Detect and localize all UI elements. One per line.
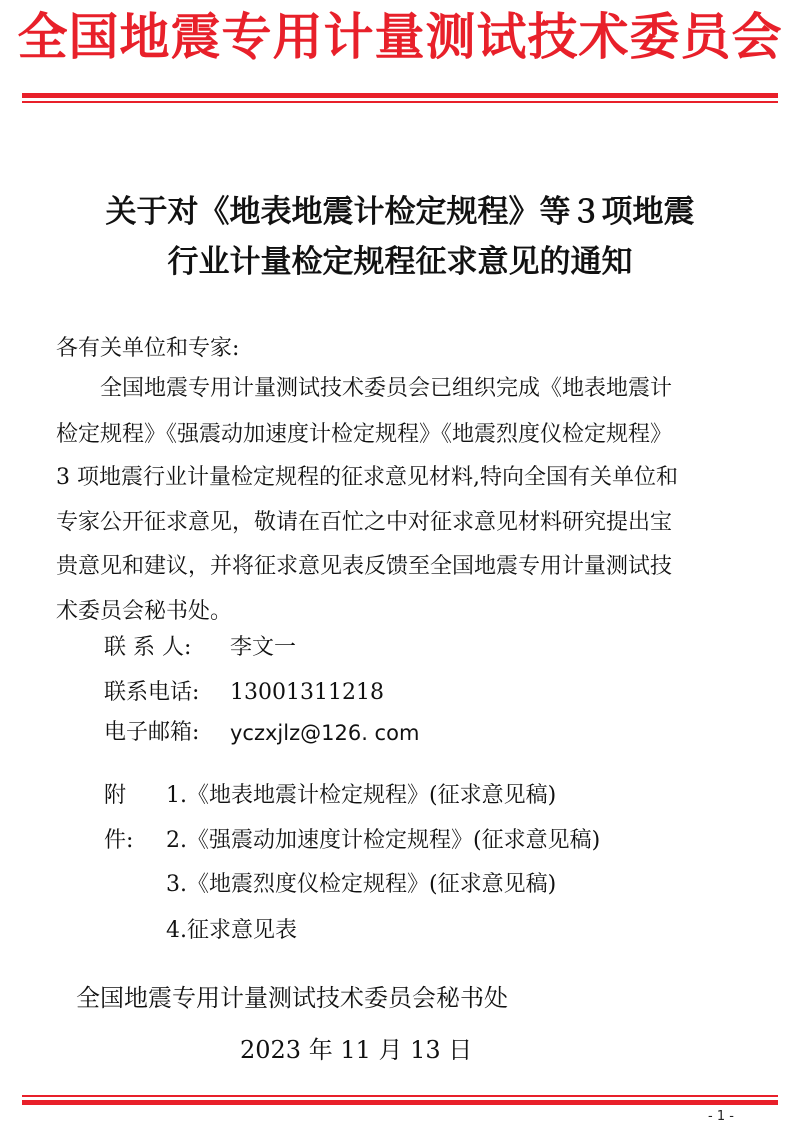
attachment-item: 3.《地震烈度仪检定规程》(征求意见稿) <box>166 872 557 897</box>
signature-org: 全国地震专用计量测试技术委员会秘书处 <box>76 984 508 1012</box>
body-line: 术委员会秘书处。 <box>56 599 233 624</box>
header-rule-thick <box>22 93 778 98</box>
salutation: 各有关单位和专家: <box>56 336 240 361</box>
contact-phone-value: 13001311218 <box>230 680 384 705</box>
body-line: 专家公开征求意见，敬请在百忙之中对征求意见材料研究提出宝 <box>56 510 673 535</box>
contact-person-value: 李文一 <box>230 635 297 660</box>
header-org-title: 全国地震专用计量测试技术委员会 <box>17 8 783 66</box>
contact-person-label: 联 系 人: <box>104 635 192 660</box>
body-line: 贵意见和建议，并将征求意见表反馈至全国地震专用计量测试技 <box>56 554 673 579</box>
header-rule-thin <box>22 101 778 103</box>
page-number: - 1 - <box>708 1109 734 1124</box>
attachment-label-bottom: 件: <box>104 828 134 853</box>
footer-rule-thin <box>22 1095 778 1097</box>
attachment-label-top: 附 <box>104 783 127 808</box>
attachment-item: 1.《地表地震计检定规程》(征求意见稿) <box>166 783 557 808</box>
attachment-item: 2.《强震动加速度计检定规程》(征求意见稿) <box>166 828 601 853</box>
attachment-item: 4.征求意见表 <box>166 918 297 943</box>
contact-phone-label: 联系电话: <box>104 680 200 705</box>
contact-email-value[interactable]: yczxjlz@126. com <box>230 721 420 745</box>
body-line: 3 项地震行业计量检定规程的征求意见材料,特向全国有关单位和 <box>56 465 678 490</box>
contact-email-label: 电子邮箱: <box>104 720 200 745</box>
document-title-line-2: 行业计量检定规程征求意见的通知 <box>167 244 633 280</box>
body-line: 检定规程》《强震动加速度计检定规程》《地震烈度仪检定规程》 <box>56 422 673 447</box>
footer-rule-thick <box>22 1100 778 1105</box>
body-line: 全国地震专用计量测试技术委员会已组织完成《地表地震计 <box>100 376 673 401</box>
document-title-line-1: 关于对《地表地震计检定规程》等３项地震 <box>105 194 695 230</box>
signature-date: 2023 年 11 月 13 日 <box>240 1036 473 1064</box>
